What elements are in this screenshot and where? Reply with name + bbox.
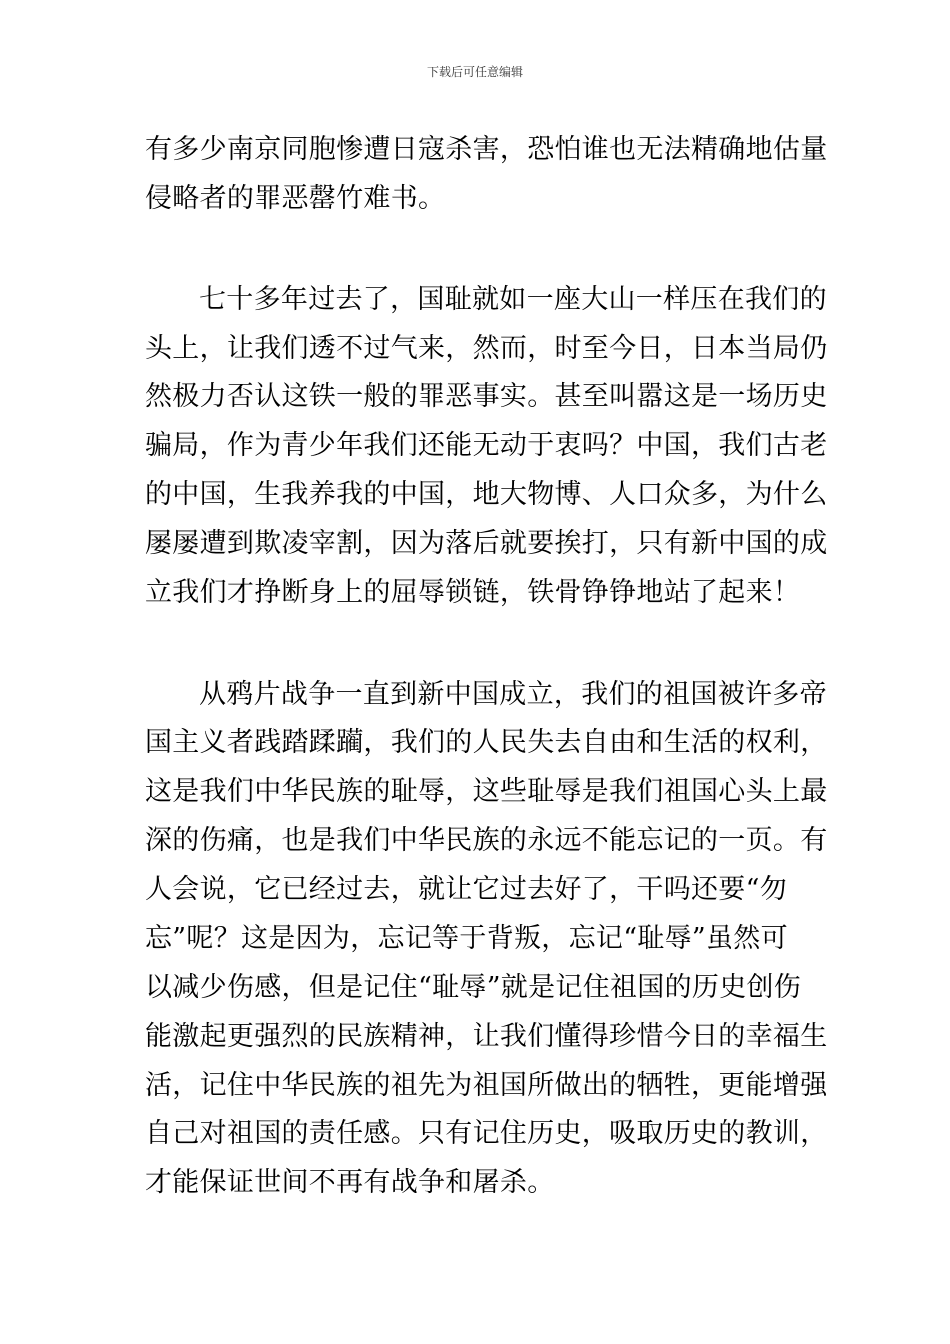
text-line: 才能保证世间不再有战争和屠杀。 [145,1167,555,1198]
text-line: 侵略者的罪恶罄竹难书。 [145,183,446,214]
text-line: 立我们才挣断身上的屈辱锁链，铁骨铮铮地站了起来！ [145,577,801,608]
text-line: 能激起更强烈的民族精神，让我们懂得珍惜今日的幸福生 [145,1021,828,1052]
text-line: 深的伤痛，也是我们中华民族的永远不能忘记的一页。有 [145,825,828,856]
text-line: 国主义者践踏蹂躏，我们的人民失去自由和生活的权利， [145,727,828,758]
page-header: 下载后可任意编辑 [426,65,523,79]
text-line: 骗局，作为青少年我们还能无动于衷吗？中国，我们古老 [145,430,828,461]
text-line: 然极力否认这铁一般的罪恶事实。甚至叫嚣这是一场历史 [145,381,828,412]
text-line: 从鸦片战争一直到新中国成立，我们的祖国被许多帝 [199,679,827,710]
text-line: 这是我们中华民族的耻辱，这些耻辱是我们祖国心头上最 [145,776,828,807]
text-line: 屡屡遭到欺凌宰割，因为落后就要挨打，只有新中国的成 [145,528,828,559]
text-line: 以减少伤感，但是记住“耻辱”就是记住祖国的历史创伤 [145,972,802,1003]
text-line: 七十多年过去了，国耻就如一座大山一样压在我们的 [199,284,827,315]
text-line: 人会说，它已经过去，就让它过去好了，干吗还要“勿 [145,874,788,905]
text-line: 忘”呢？这是因为，忘记等于背叛，忘记“耻辱”虽然可 [145,923,788,954]
text-line: 头上，让我们透不过气来，然而，时至今日，日本当局仍 [145,333,828,364]
text-line: 活，记住中华民族的祖先为祖国所做出的牺牲，更能增强 [145,1070,828,1101]
text-line: 自己对祖国的责任感。只有记住历史，吸取历史的教训， [145,1118,828,1149]
text-line: 有多少南京同胞惨遭日寇杀害，恐怕谁也无法精确地估量 [145,134,828,165]
text-line: 的中国，生我养我的中国，地大物博、人口众多，为什么 [145,479,828,510]
